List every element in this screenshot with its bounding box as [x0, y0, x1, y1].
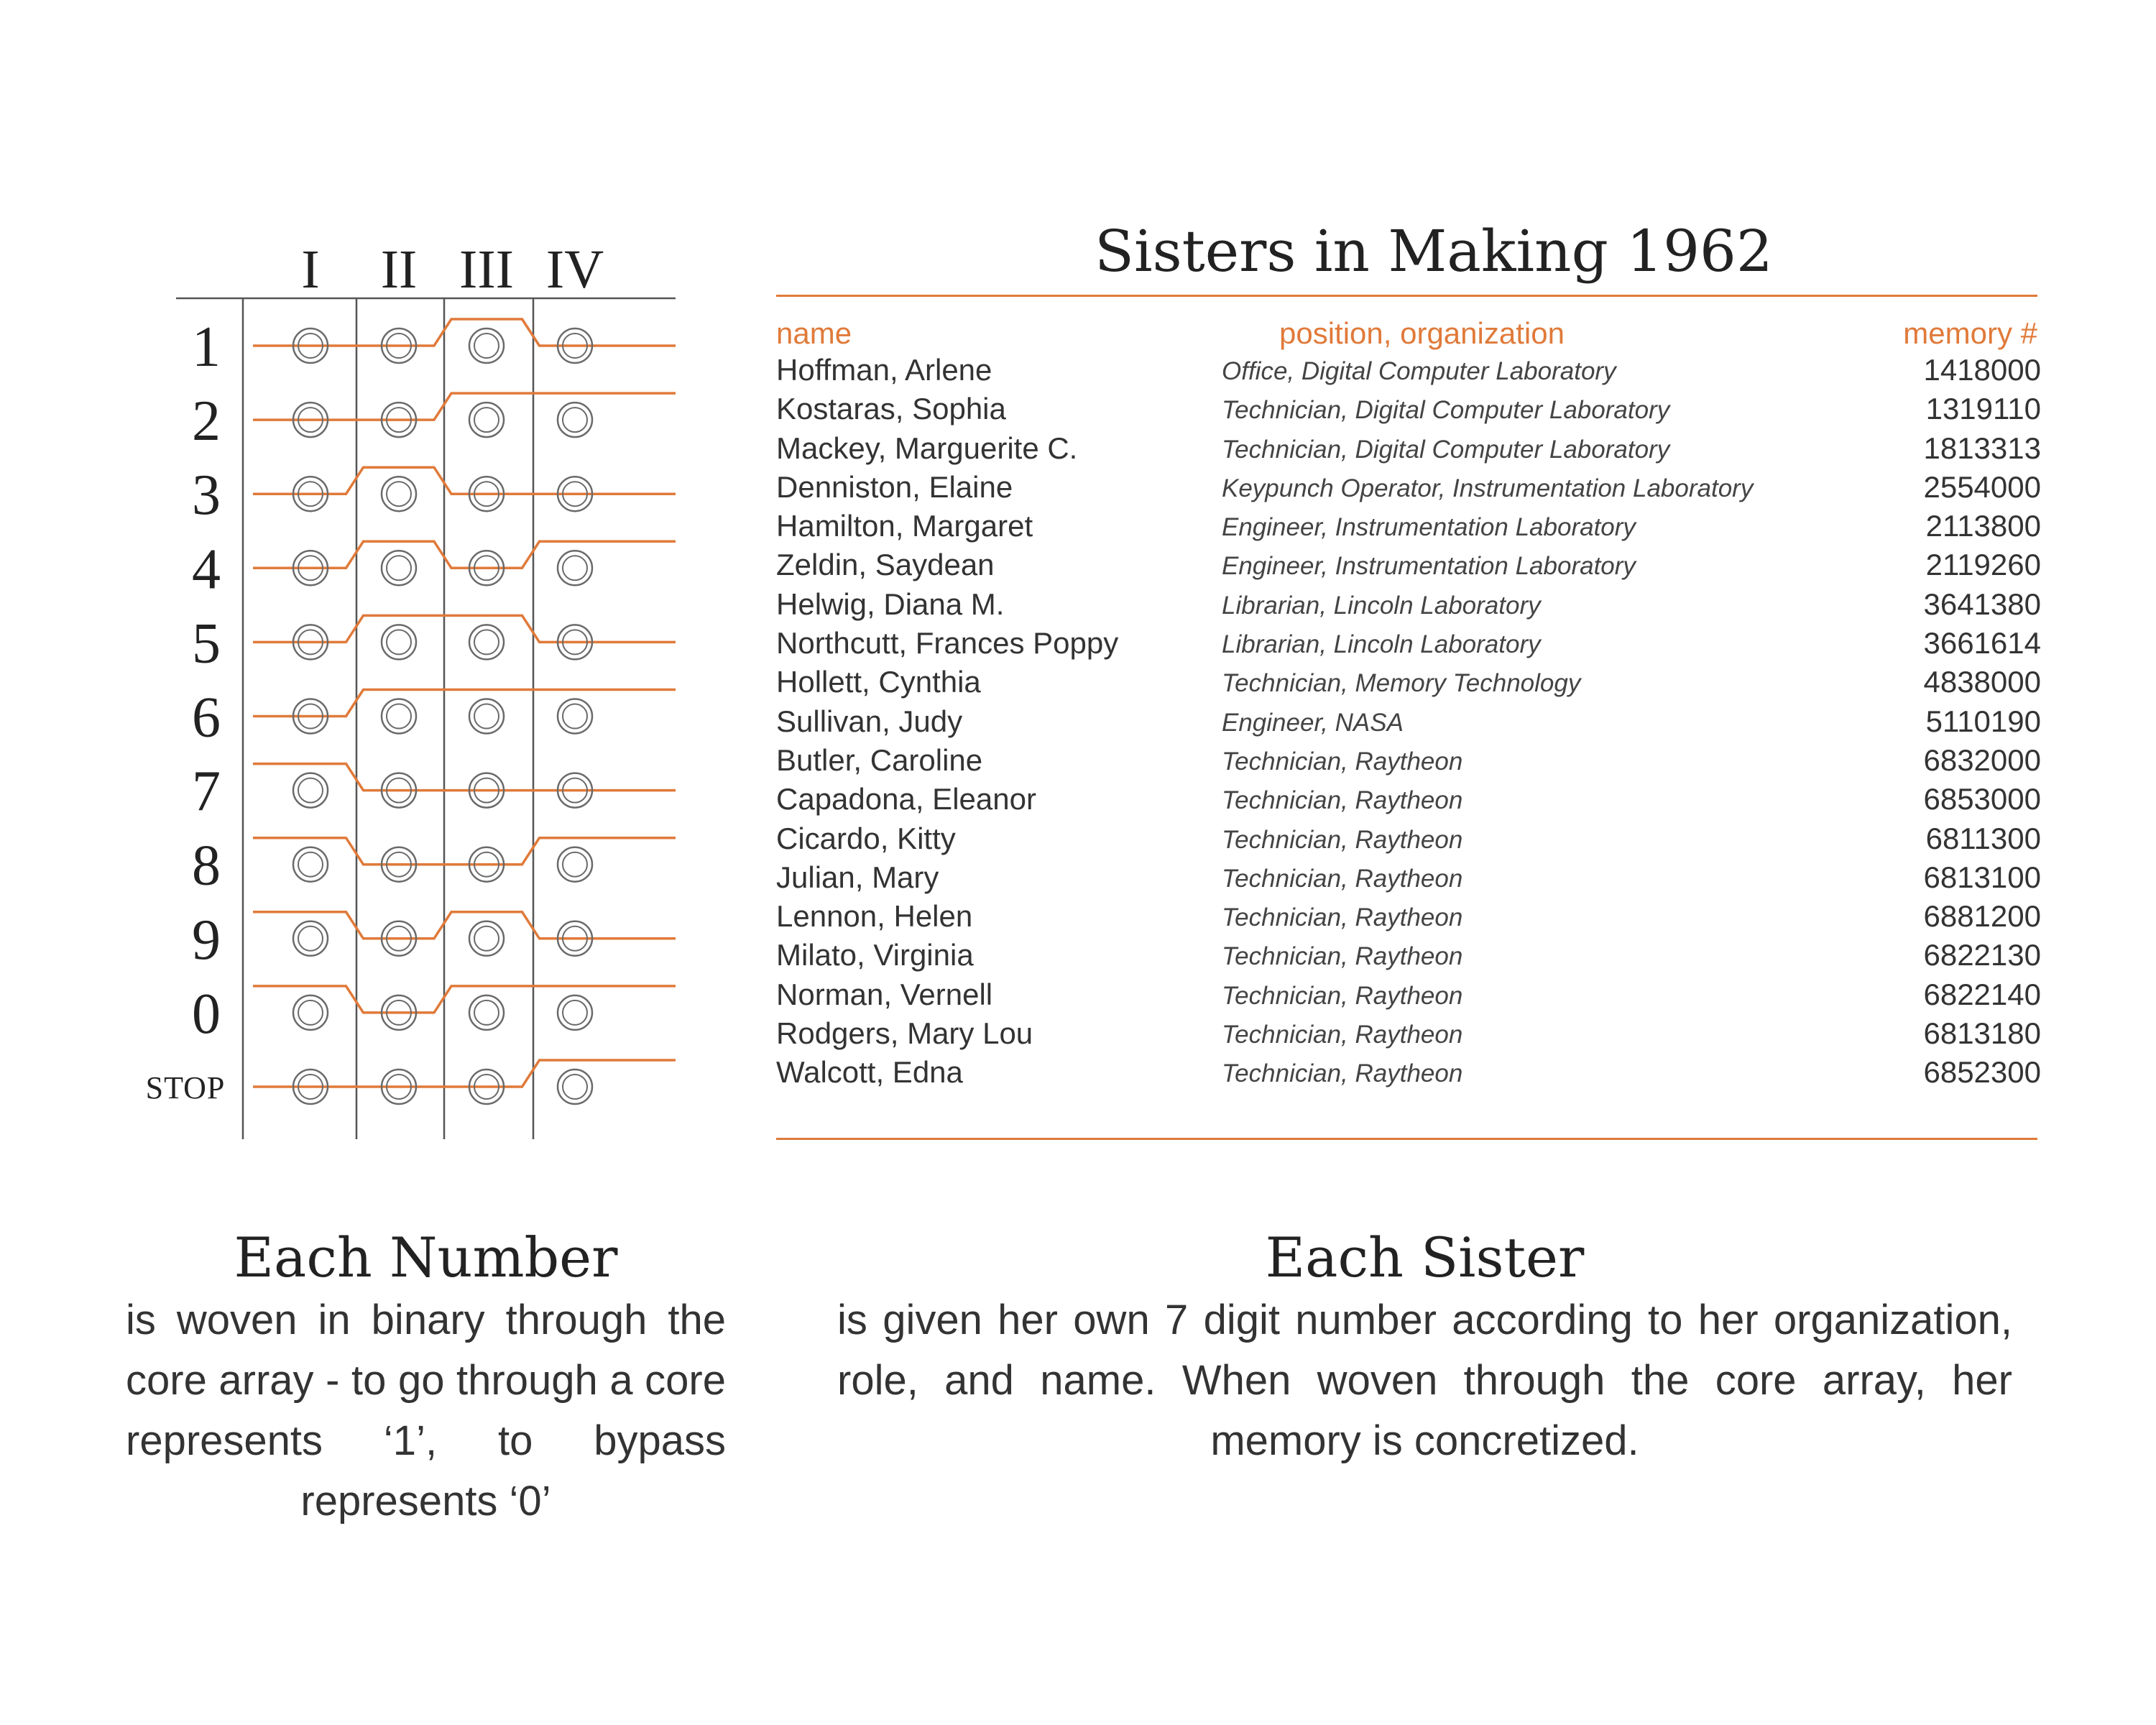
table-row — [776, 507, 2041, 546]
table-row — [776, 819, 2041, 858]
row-wire — [253, 690, 676, 717]
memory-number: 2113800 — [1925, 509, 2041, 543]
core-ring-inner — [474, 704, 499, 729]
sister-name: Julian, Mary — [776, 860, 939, 894]
sister-position: Technician, Memory Technology — [1222, 669, 1581, 698]
table-row — [776, 702, 2041, 741]
column-label: IV — [545, 239, 604, 300]
memory-number: 6811300 — [1925, 821, 2041, 855]
row-wire — [253, 986, 676, 1013]
memory-number: 6832000 — [1923, 742, 2041, 777]
core-labels — [146, 239, 604, 1105]
sister-name: Helwig, Diana M. — [776, 586, 1005, 621]
table-row — [776, 351, 2041, 390]
table-row — [776, 858, 2041, 897]
sister-position: Technician, Raytheon — [1222, 942, 1463, 971]
row-wire — [253, 615, 676, 642]
sister-position: Librarian, Lincoln Laboratory — [1222, 630, 1541, 659]
row-label: 2 — [192, 390, 221, 454]
sister-name: Lennon, Helen — [776, 899, 973, 934]
sister-name: Sullivan, Judy — [776, 704, 963, 738]
memory-number: 1418000 — [1923, 353, 2041, 387]
memory-number: 6881200 — [1923, 899, 2041, 934]
sister-position: Engineer, NASA — [1222, 708, 1404, 737]
sister-position: Technician, Raytheon — [1222, 981, 1463, 1010]
sister-name: Denniston, Elaine — [776, 469, 1013, 504]
sister-position: Technician, Raytheon — [1222, 825, 1463, 854]
header-position: position, organization — [1279, 316, 1565, 350]
table-row — [776, 390, 2041, 428]
memory-number: 6813180 — [1923, 1016, 2041, 1051]
table-row — [776, 624, 2041, 663]
row-label: 0 — [192, 982, 221, 1046]
memory-number: 6852300 — [1923, 1055, 2041, 1090]
core-ring-inner — [298, 778, 323, 803]
core-ring-inner — [474, 1000, 499, 1025]
bottom-rule — [776, 1138, 2037, 1140]
memory-number: 1813313 — [1923, 431, 2041, 465]
core-ring-inner — [387, 704, 411, 729]
row-label: STOP — [145, 1070, 226, 1105]
sister-name: Hollett, Cynthia — [776, 665, 981, 699]
row-wire — [253, 838, 676, 865]
header-name: name — [776, 316, 852, 350]
row-label: 9 — [192, 908, 221, 972]
core-ring-inner — [387, 630, 411, 654]
core-ring-inner — [474, 926, 499, 951]
sister-position: Engineer, Instrumentation Laboratory — [1222, 552, 1636, 581]
table-row — [776, 546, 2041, 584]
sister-position: Technician, Raytheon — [1222, 903, 1463, 932]
sister-name: Hamilton, Margaret — [776, 509, 1033, 543]
core-ring-inner — [298, 852, 323, 877]
row-label: 7 — [192, 760, 221, 824]
row-label: 5 — [192, 612, 221, 676]
memory-number: 6813100 — [1923, 860, 2041, 894]
column-label: II — [380, 239, 418, 300]
row-label: 3 — [192, 464, 221, 528]
row-wire — [253, 319, 676, 346]
core-ring-inner — [563, 1075, 587, 1099]
sister-position: Technician, Raytheon — [1222, 747, 1463, 776]
sister-name: Mackey, Marguerite C. — [776, 431, 1078, 465]
table-row — [776, 1014, 2041, 1053]
sister-position: Engineer, Instrumentation Laboratory — [1222, 513, 1636, 542]
sister-name: Butler, Caroline — [776, 742, 983, 777]
core-ring-inner — [474, 334, 499, 358]
sister-name: Zeldin, Saydean — [776, 548, 995, 582]
table-row — [776, 1053, 2041, 1092]
memory-number: 6853000 — [1923, 782, 2041, 816]
table-title: Sisters in Making 1962 — [1095, 218, 1773, 285]
table-row — [776, 897, 2041, 936]
sisters-table — [776, 351, 2041, 1092]
sister-name: Norman, Vernell — [776, 977, 993, 1011]
row-label: 1 — [192, 316, 221, 379]
sister-name: Hoffman, Arlene — [776, 353, 992, 387]
table-row — [776, 780, 2041, 819]
core-ring-inner — [563, 556, 587, 580]
memory-number: 6822130 — [1923, 938, 2041, 972]
column-label: I — [301, 239, 320, 300]
sister-position: Technician, Digital Computer Laboratory — [1222, 396, 1670, 425]
core-ring-inner — [563, 704, 587, 729]
core-ring-inner — [474, 408, 499, 432]
row-wire — [253, 541, 676, 568]
sister-name: Cicardo, Kitty — [776, 821, 956, 855]
memory-number: 2554000 — [1923, 469, 2041, 504]
core-ring-inner — [563, 408, 587, 432]
core-ring-inner — [474, 630, 499, 654]
core-ring-inner — [563, 852, 587, 877]
sister-position: Technician, Raytheon — [1222, 1021, 1463, 1049]
core-ring-inner — [387, 556, 411, 580]
title-rule — [776, 295, 2037, 297]
header-memory: memory # — [1903, 316, 2037, 350]
table-row — [776, 741, 2041, 780]
memory-number: 3641380 — [1923, 586, 2041, 621]
row-wire — [253, 764, 676, 791]
sister-position: Technician, Raytheon — [1222, 786, 1463, 815]
sister-name: Capadona, Eleanor — [776, 782, 1036, 816]
table-row — [776, 429, 2041, 468]
left-caption-title: Each Number — [234, 1225, 618, 1289]
table-row — [776, 975, 2041, 1014]
memory-number: 2119260 — [1925, 548, 2041, 582]
memory-number: 4838000 — [1923, 665, 2041, 699]
memory-number: 1319110 — [1925, 392, 2041, 426]
sister-name: Kostaras, Sophia — [776, 392, 1006, 426]
sister-position: Librarian, Lincoln Laboratory — [1222, 591, 1541, 620]
row-wire — [253, 912, 676, 939]
sister-name: Walcott, Edna — [776, 1055, 963, 1090]
core-ring-inner — [387, 482, 411, 506]
table-row — [776, 468, 2041, 507]
table-row — [776, 936, 2041, 975]
sister-position: Technician, Digital Computer Laboratory — [1222, 435, 1670, 464]
memory-number: 5110190 — [1925, 704, 2041, 738]
sister-position: Office, Digital Computer Laboratory — [1222, 357, 1616, 385]
left-caption-body: is woven in binary through the core array - to go through a core represents ‘1’, to bypass represents ‘0’ — [126, 1297, 726, 1524]
sister-name: Rodgers, Mary Lou — [776, 1016, 1033, 1051]
sister-position: Technician, Raytheon — [1222, 864, 1463, 893]
core-ring-inner — [563, 1000, 587, 1025]
core-ring-inner — [298, 1000, 323, 1025]
row-label: 6 — [192, 686, 221, 750]
row-wire — [253, 393, 676, 420]
memory-number: 3661614 — [1923, 626, 2041, 661]
right-caption-title: Each Sister — [1265, 1225, 1585, 1289]
core-wires — [253, 319, 676, 1087]
sister-name: Milato, Virginia — [776, 938, 974, 972]
column-label: III — [459, 239, 514, 300]
row-label: 4 — [192, 538, 221, 602]
sister-position: Technician, Raytheon — [1222, 1059, 1463, 1088]
table-row — [776, 585, 2041, 624]
row-wire — [253, 1060, 676, 1087]
right-caption-body: is given her own 7 digit number according to her organization, role, and name. When woven through the core array, her memory is concretized. — [837, 1297, 2012, 1464]
row-wire — [253, 467, 676, 494]
sister-position: Keypunch Operator, Instrumentation Laboratory — [1222, 474, 1754, 502]
memory-number: 6822140 — [1923, 977, 2041, 1011]
row-label: 8 — [192, 834, 221, 898]
sister-name: Northcutt, Frances Poppy — [776, 626, 1119, 661]
table-row — [776, 663, 2041, 702]
core-ring-inner — [298, 926, 323, 951]
